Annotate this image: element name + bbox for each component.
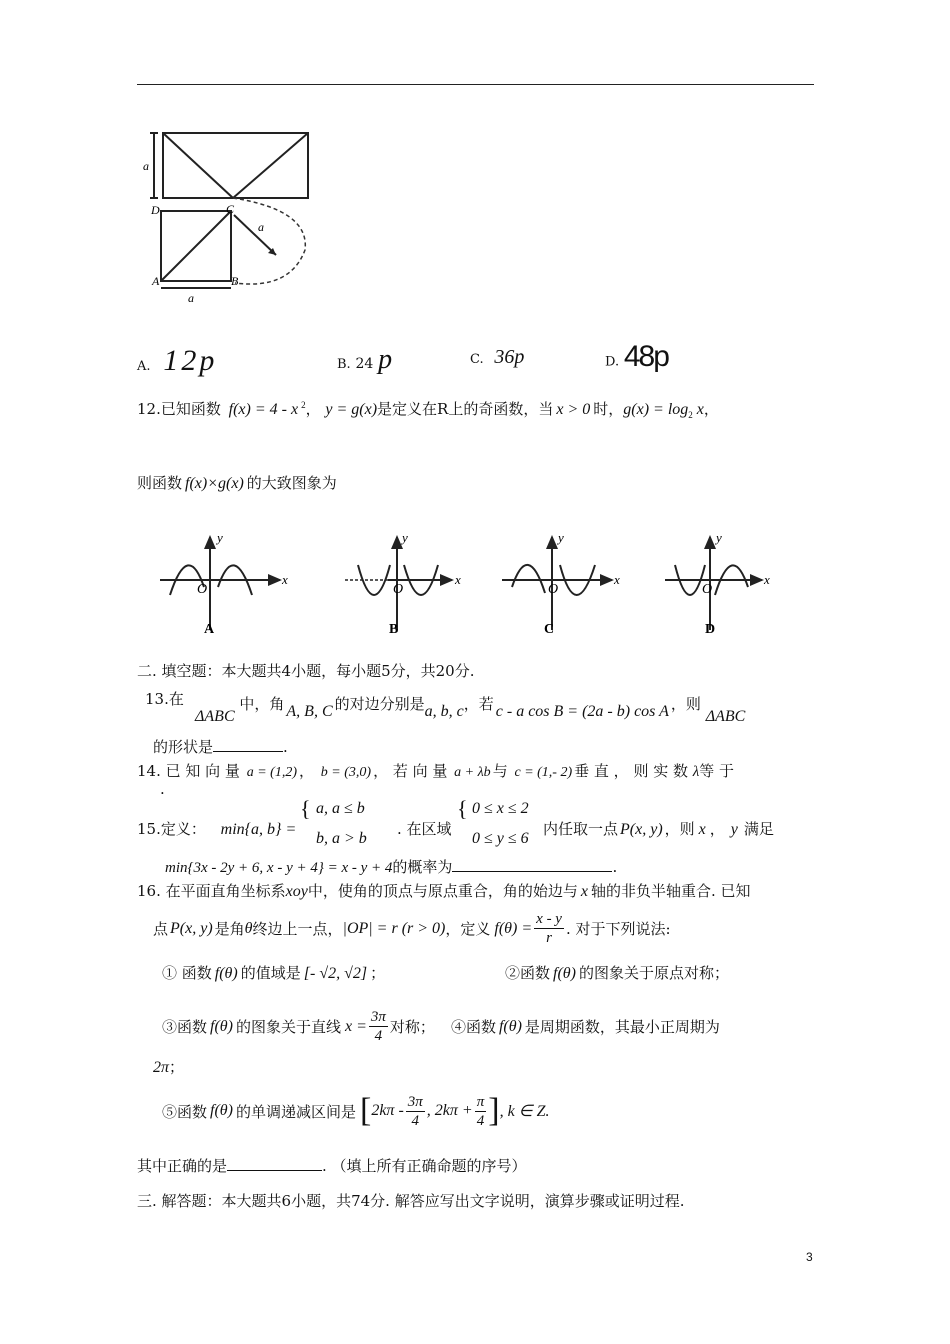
- graph-b: [345, 530, 461, 637]
- brace-left-1: {: [300, 796, 311, 821]
- svg-text:y: y: [558, 530, 564, 545]
- graph-c: [502, 530, 620, 637]
- svg-text:O: O: [702, 582, 713, 597]
- label-d: D: [151, 203, 160, 217]
- label-b: B: [231, 274, 239, 288]
- graph-a: [160, 530, 288, 637]
- top-rectangle: [163, 133, 308, 198]
- q12-graphs: [140, 525, 790, 640]
- region-text: . 在区域: [397, 820, 452, 838]
- question-15-tail: 内任取一点 P(x, y) ，则 x ， y 满足: [543, 820, 774, 838]
- svg-text:O: O: [197, 582, 208, 597]
- svg-text:x: x: [455, 572, 461, 587]
- svg-text:y: y: [217, 530, 223, 545]
- page-number: 3: [806, 1250, 813, 1264]
- question-14-line1: 14. 已 知 向 量 a = (1,2) ， b = (3,0) ， 若 向 量 a + λb 与 c = (1,- 2) 垂 直 ， 则 实 数 λ等 于: [137, 762, 735, 780]
- label-c: C: [226, 202, 235, 216]
- svg-text:A: A: [204, 622, 215, 637]
- svg-text:y: y: [716, 530, 722, 545]
- section-3-heading: 三. 解答题：本大题共6小题，共74分. 解答应写出文字说明，演算步骤或证明过程.: [137, 1192, 685, 1210]
- svg-text:O: O: [548, 582, 559, 597]
- question-12-line1: 12.已知函数 f(x) = 4 - x $^2$， y = g(x)是定义在R上的奇函数，当 x > 0 时，$g(x) = \log_2 x$，: [137, 400, 719, 420]
- question-14-line2: .: [160, 780, 165, 798]
- question-16-line2: 点 P(x, y) 是角 θ 终边上一点， |OP| = r (r > 0) ，定义 f(θ) = $\frac{x - y}{r}$ . 对于下列说法:: [153, 911, 671, 946]
- question-15-label: 15.定义： min{a, b} =: [137, 820, 297, 838]
- label-a: A: [152, 274, 160, 288]
- svg-text:C: C: [544, 622, 555, 637]
- statement-2: ②函数 f(θ) 的图象关于原点对称；: [505, 964, 729, 982]
- cube-rotation-figure: [140, 125, 320, 310]
- header-rule: [137, 84, 814, 85]
- svg-text:B: B: [389, 622, 399, 637]
- question-13-line2: 的形状是 .: [153, 738, 288, 756]
- graph-d: [665, 530, 770, 637]
- case-2: b, a > b: [316, 830, 367, 847]
- rotation-arc: [233, 198, 305, 284]
- region-2: 0 ≤ y ≤ 6: [472, 830, 529, 847]
- statement-3-4: ③函数 f(θ) 的图象关于直线 x = $\frac{3\pi}{4}$ 对称； ④函数 f(θ) 是周期函数，其最小正周期为: [162, 1009, 720, 1044]
- question-15-line2: min{3x - 2y + 6, x - y + 4} = x - y + 4的概率为 .: [165, 858, 618, 876]
- question-13-line1: 13.在: [145, 690, 184, 708]
- answer-blank-16: [227, 1170, 322, 1171]
- question-16-answer: 其中正确的是 . （填上所有正确命题的序号）: [137, 1157, 527, 1175]
- region-1: 0 ≤ x ≤ 2: [472, 800, 529, 817]
- option-a: A. 12p: [137, 344, 218, 377]
- statement-4-tail: 2π；: [153, 1058, 185, 1076]
- statement-1: ① 函数 f(θ) 的值域是 [- √2, √2] ；: [162, 964, 386, 982]
- question-16-line1: 16. 在平面直角坐标系xoy中，使角的顶点与原点重合，角的始边与 x 轴的非负半轴重合. 已知: [137, 882, 751, 900]
- question-12-line2: 则函数 f(x)×g(x) 的大致图象为: [137, 474, 337, 492]
- option-d: D. 48p: [605, 340, 668, 373]
- option-b: B. 24 p: [337, 344, 393, 375]
- option-c: C. 36p: [470, 346, 525, 368]
- label-a-bottom: a: [188, 291, 194, 305]
- brace-left-2: {: [457, 796, 468, 821]
- statement-5: ⑤函数 f(θ) 的单调递减区间是 [ 2kπ - $\frac{3\pi}{4}$ , 2kπ + $\frac{\pi}{4}$ ] , k ∈ Z.: [162, 1092, 550, 1129]
- svg-text:O: O: [393, 582, 404, 597]
- svg-text:x: x: [614, 572, 620, 587]
- svg-text:y: y: [402, 530, 408, 545]
- question-13-math: ΔABC 中，角 A, B, C 的对边分别是a, b, c，若 c - a cos B = (2a - b) cos A ，则 ΔABC: [195, 695, 746, 725]
- svg-text:D: D: [705, 622, 716, 637]
- svg-text:x: x: [282, 572, 288, 587]
- label-a-diag: a: [258, 220, 264, 234]
- answer-blank-15: [452, 871, 612, 872]
- label-a-side: a: [143, 159, 149, 173]
- answer-blank-13: [213, 751, 283, 752]
- svg-text:x: x: [764, 572, 770, 587]
- case-1: a, a ≤ b: [316, 800, 365, 817]
- section-2-heading: 二. 填空题：本大题共4小题，每小题5分，共20分.: [137, 662, 475, 680]
